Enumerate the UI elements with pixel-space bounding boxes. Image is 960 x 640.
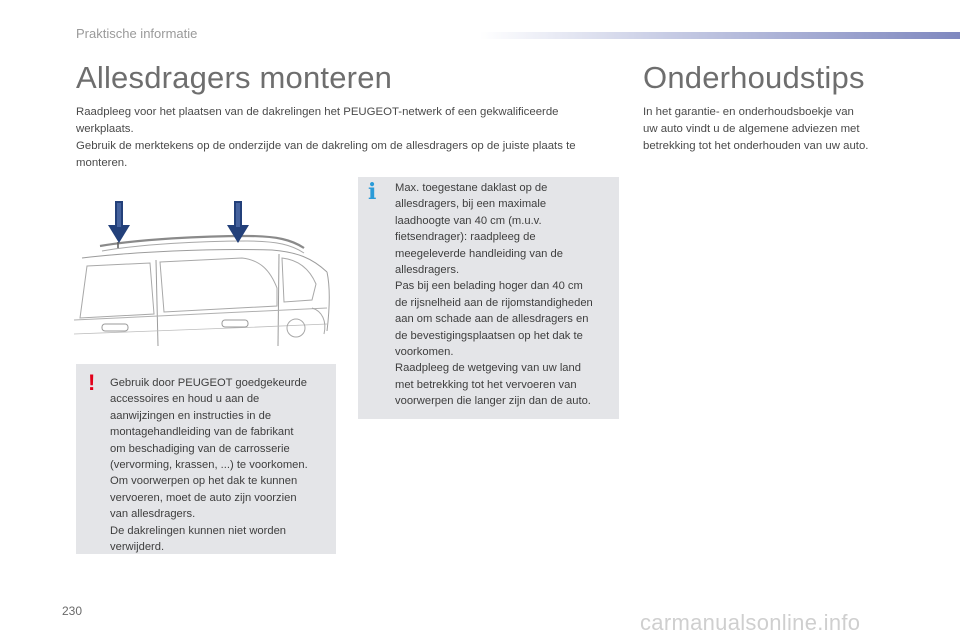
info-box xyxy=(358,177,619,419)
right-line: uw auto vindt u de algemene adviezen met xyxy=(643,123,860,135)
right-paragraph xyxy=(643,104,943,155)
section-label: Praktische informatie xyxy=(76,26,198,41)
info-line: de rijsnelheid aan de rijomstandigheden xyxy=(395,296,593,309)
warning-line: montagehandleiding van de fabrikant xyxy=(110,426,294,439)
warning-text xyxy=(110,375,332,555)
info-line: Max. toegestane daklast op de xyxy=(395,182,548,194)
intro-line: Raadpleeg voor het plaatsen van de dakrelingen het PEUGEOT-netwerk of een gekwalificeerde xyxy=(76,106,559,118)
intro-line: Gebruik de merktekens op de onderzijde van de dakreling om de allesdragers op de juiste plaats te xyxy=(76,140,576,152)
left-intro xyxy=(76,104,626,172)
arrow-down-icon xyxy=(227,201,249,243)
right-line: betrekking tot het onderhouden van uw auto. xyxy=(643,140,869,152)
info-line: de bevestigingsplaatsen op het dak te xyxy=(395,329,583,342)
warning-line: Gebruik door PEUGEOT goedgekeurde xyxy=(110,377,307,389)
warning-line: (vervorming, krassen, ...) te voorkomen. xyxy=(110,459,308,472)
warning-line: aanwijzingen en instructies in de xyxy=(110,409,272,422)
header-gradient-bar xyxy=(480,32,960,39)
warning-line: Om voorwerpen op het dak te kunnen xyxy=(110,475,298,488)
warning-line: om beschadiging van de carrosserie xyxy=(110,442,290,455)
right-title: Onderhoudstips xyxy=(643,60,865,95)
warning-line: van allesdragers. xyxy=(110,508,196,521)
info-line: Raadpleeg de wetgeving van uw land xyxy=(395,362,581,375)
info-line: voorwerpen die langer zijn dan de auto. xyxy=(395,395,591,408)
info-icon: i xyxy=(368,179,377,205)
warning-box xyxy=(76,364,336,554)
info-line: meegeleverde handleiding van de xyxy=(395,247,563,260)
warning-line: vervoeren, moet de auto zijn voorzien xyxy=(110,491,297,504)
left-title: Allesdragers monteren xyxy=(76,60,393,95)
watermark-link[interactable]: carmanualsonline.info xyxy=(640,610,861,635)
info-text xyxy=(395,180,617,410)
info-line: voorkomen. xyxy=(395,346,454,359)
arrow-down-icon xyxy=(108,201,130,243)
page-number: 230 xyxy=(62,604,83,618)
right-line: In het garantie- en onderhoudsboekje van xyxy=(643,106,854,118)
info-line: met betrekking tot het vervoeren van xyxy=(395,378,577,391)
info-line: allesdragers, bij een maximale xyxy=(395,198,547,211)
warning-line: verwijderd. xyxy=(110,541,165,554)
intro-line: werkplaats. xyxy=(76,123,134,135)
warning-line: accessoires en houd u aan de xyxy=(110,393,260,406)
warning-line: De dakrelingen kunnen niet worden xyxy=(110,524,287,537)
info-line: allesdragers. xyxy=(395,264,460,277)
info-line: Pas bij een belading hoger dan 40 cm xyxy=(395,280,583,293)
intro-line: monteren. xyxy=(76,157,128,169)
info-line: fietsendrager): raadpleeg de xyxy=(395,231,536,244)
info-line: aan om schade aan de allesdragers en xyxy=(395,313,589,326)
warning-exclamation-icon: ! xyxy=(88,370,96,395)
info-line: laadhoogte van 40 cm (m.u.v. xyxy=(395,214,542,227)
